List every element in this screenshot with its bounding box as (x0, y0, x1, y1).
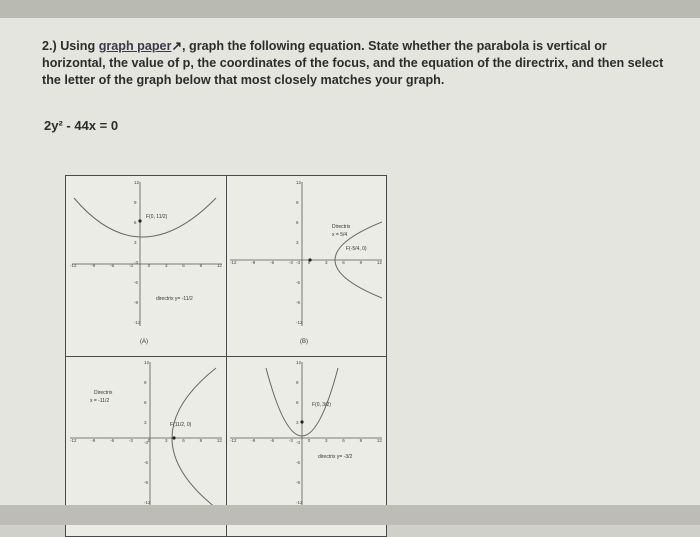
graph-c-tick-x: -3 (128, 438, 133, 443)
graph-d-tick-y: 6 (296, 400, 299, 405)
graph-b-tick-y: -12 (296, 320, 303, 325)
graph-a-tick-y: 12 (134, 180, 140, 185)
graph-b-tick-y: 6 (296, 220, 299, 225)
graph-b-tick-x: 0 (307, 260, 311, 265)
graph-a-parabola (74, 198, 216, 237)
graph-b-ticks-x (230, 260, 382, 265)
graph-b-tick-y: -9 (296, 300, 301, 305)
graph-b-tick-y: 3 (296, 240, 299, 245)
graph-a-tick-x: -12 (70, 263, 77, 268)
graph-a-letter: (A) (140, 339, 148, 345)
quiz-page (0, 18, 700, 525)
graph-b-tick-y: 9 (296, 200, 299, 205)
graph-a-ticks-x (70, 263, 222, 268)
graph-c-tick-x: -6 (110, 438, 115, 443)
graph-c-tick-x: 0 (147, 438, 151, 443)
graph-c-tick-y: 3 (144, 420, 147, 425)
graph-d-tick-x: -9 (251, 438, 256, 443)
question-lead: Using (60, 39, 96, 53)
graph-d-tick-x: 0 (307, 438, 311, 443)
graph-d-tick-y: -12 (296, 500, 303, 505)
graph-c-tick-y: 12 (144, 360, 150, 365)
graph-a-tick-y: -9 (134, 300, 139, 305)
graph-b-directrix-title: Directrix (332, 224, 351, 230)
graph-d-tick-x: 6 (342, 438, 345, 443)
graph-a-tick-y: 9 (134, 200, 137, 205)
graph-b[interactable] (226, 176, 386, 356)
graph-a-tick-y: -12 (134, 320, 141, 325)
graph-a-tick-y: -6 (134, 280, 139, 285)
graph-d-tick-y: 9 (296, 380, 299, 385)
graph-c-tick-x: 9 (199, 438, 203, 443)
graph-c-tick-y: -6 (144, 460, 149, 465)
graph-c-tick-x: 3 (164, 438, 168, 443)
graph-b-ticks-y (296, 180, 303, 325)
graph-b-tick-x: 12 (376, 260, 382, 265)
graph-d-tick-x: 12 (376, 438, 382, 443)
graph-b-focus-label: F(-5/4, 0) (346, 246, 367, 252)
graph-c-tick-y: -12 (144, 500, 151, 505)
answer-graphs-figure (65, 175, 387, 537)
graph-b-tick-x: 9 (359, 260, 363, 265)
graph-b-tick-x: -3 (288, 260, 293, 265)
question-body: , graph the following equation. State whether the parabola is vertical or horizontal, the value of p, the coordinates of the focus, and the equation of the directrix, and then select the letter of the graph below that most closely matches your graph. (42, 39, 664, 87)
graph-d-tick-y: 3 (296, 420, 299, 425)
graph-b-tick-x: -6 (270, 260, 275, 265)
graph-c-tick-y: -3 (144, 440, 149, 445)
graph-b-tick-y: -3 (296, 260, 301, 265)
screen-bottom-edge (0, 505, 700, 525)
graph-c-tick-x: -9 (91, 438, 96, 443)
graph-a-tick-x: 3 (164, 263, 168, 268)
graph-d-tick-x: -6 (270, 438, 275, 443)
graph-c-tick-x: 12 (216, 438, 222, 443)
graph-b-tick-x: 3 (324, 260, 328, 265)
graph-c-tick-x: 6 (182, 438, 185, 443)
graph-paper-link[interactable]: graph paper (98, 39, 172, 53)
graph-d-ticks-y (296, 360, 303, 505)
graph-c-tick-y: 6 (144, 400, 147, 405)
graph-c-tick-x: -12 (70, 438, 77, 443)
graph-a-tick-y: -3 (134, 260, 139, 265)
question-text (42, 38, 672, 89)
graph-c-directrix-label: x = -11/2 (90, 398, 110, 404)
graph-a-ticks-y (134, 180, 141, 325)
graph-a-tick-x: 0 (147, 263, 151, 268)
graph-b-letter: (B) (300, 339, 308, 345)
external-link-icon[interactable]: ↗ (171, 39, 183, 53)
graph-d-directrix-label: directrix y= -3/2 (318, 454, 353, 460)
question-number: 2.) (42, 39, 57, 53)
graph-d-focus-label: F(0, 3/2) (312, 402, 331, 408)
graph-a-tick-x: -3 (128, 263, 133, 268)
graph-b-tick-x: -9 (251, 260, 256, 265)
graph-c-ticks-y (144, 360, 151, 505)
graph-d-ticks-x (230, 438, 382, 443)
graph-a-tick-y: 6 (134, 220, 137, 225)
graph-c-directrix-title: Directrix (94, 390, 113, 396)
graph-d-tick-y: 12 (296, 360, 302, 365)
graph-d-tick-x: 3 (324, 438, 328, 443)
graph-d-tick-x: -12 (230, 438, 237, 443)
graph-d-tick-y: -3 (296, 440, 301, 445)
graph-a-tick-x: -9 (91, 263, 96, 268)
graph-a-tick-x: -6 (110, 263, 115, 268)
graph-b-tick-y: 12 (296, 180, 302, 185)
equation: 2y² - 44x = 0 (44, 118, 119, 133)
graph-c-tick-y: 9 (144, 380, 147, 385)
graph-b-directrix-label: x = 5/4 (332, 232, 348, 238)
graph-c-tick-y: -9 (144, 480, 149, 485)
graph-c-focus-label: F(11/2, 0) (170, 422, 192, 428)
graph-a-tick-x: 6 (182, 263, 185, 268)
graph-b-tick-y: -6 (296, 280, 301, 285)
graph-a-tick-y: 3 (134, 240, 137, 245)
graph-a-tick-x: 9 (199, 263, 203, 268)
graph-a[interactable] (66, 176, 226, 356)
graph-b-tick-x: 6 (342, 260, 345, 265)
graph-d-tick-x: -3 (288, 438, 293, 443)
graph-a-tick-x: 12 (216, 263, 222, 268)
graph-b-svg (226, 176, 386, 356)
graph-a-directrix-label: directrix y= -11/2 (156, 296, 193, 302)
graph-a-focus-label: F(0, 11/2) (146, 214, 168, 220)
graph-b-tick-x: -12 (230, 260, 237, 265)
graph-d-tick-x: 9 (359, 438, 363, 443)
graph-d-tick-y: -6 (296, 460, 301, 465)
graph-d-tick-y: -9 (296, 480, 301, 485)
